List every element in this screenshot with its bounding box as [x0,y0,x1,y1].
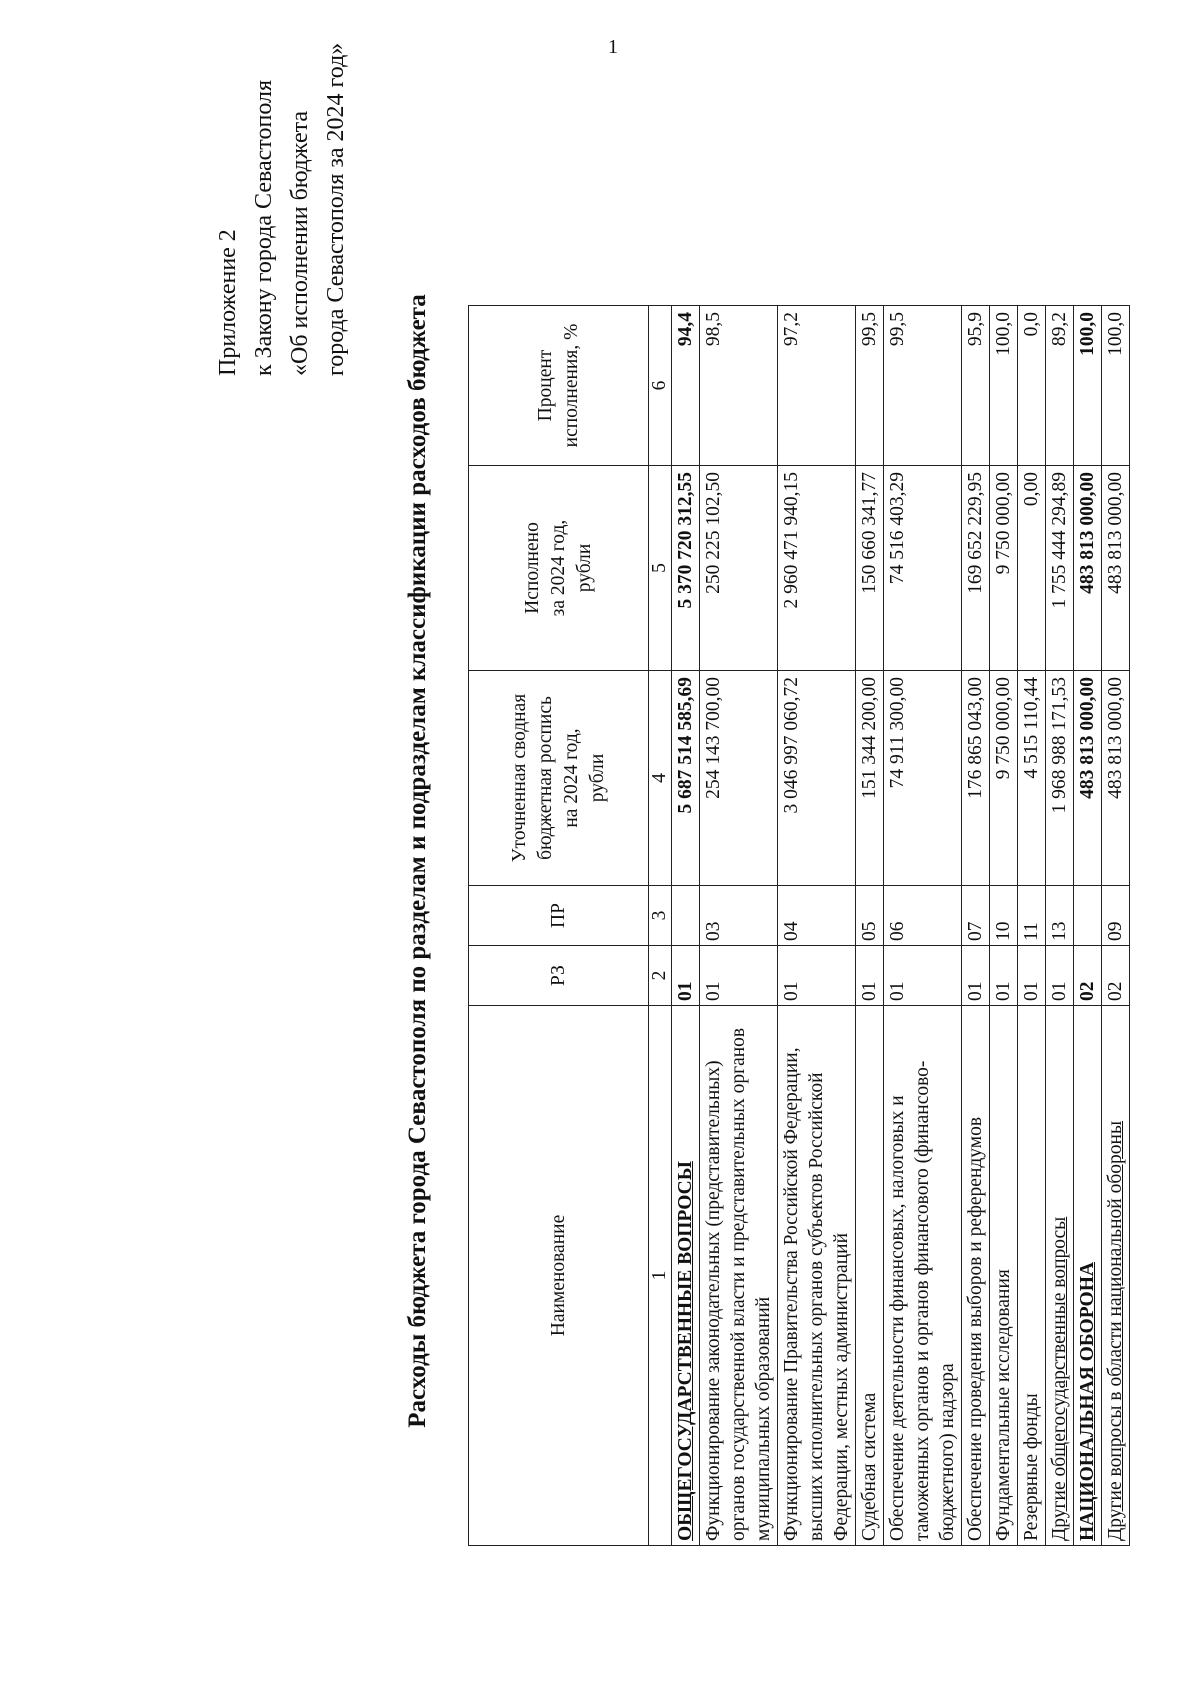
header-row [469,306,649,1546]
table-row [1046,306,1074,1546]
row-pr: 07 [962,886,990,946]
row-name: НАЦИОНАЛЬНАЯ ОБОРОНА [1074,1006,1102,1546]
table-row [884,306,962,1546]
col-index-cell: 5 [649,466,672,671]
table-row [672,306,700,1546]
row-pct: 94,4 [672,306,700,466]
row-pr: 13 [1046,886,1074,946]
row-name: Судебная система [856,1006,884,1546]
col-index-cell: 1 [649,1006,672,1546]
page-number: 1 [608,36,618,58]
appendix-line-1: Приложение 2 [215,229,241,376]
appendix-line-3: «Об исполнении бюджета [287,110,313,376]
table-row [1074,306,1102,1546]
row-name: Обеспечение деятельности финансовых, налоговых и таможенных органов и органов финансового (финансово-бюджетного) надзора [884,1006,962,1546]
row-pr: 04 [778,886,856,946]
header-plan [469,671,649,886]
row-pr: 11 [1018,886,1046,946]
row-pct: 98,5 [700,306,778,466]
col-index-cell: 2 [649,946,672,1006]
row-rz: 01 [856,946,884,1006]
row-name: Другие вопросы в области национальной обороны [1102,1006,1130,1546]
row-name: Фундаментальные исследования [990,1006,1018,1546]
row-exec: 483 813 000,00 [1074,466,1102,671]
row-exec: 5 370 720 312,55 [672,466,700,671]
row-name: Функционирование Правительства Российской Федерации, высших исполнительных органов субъектов Российской Федерации, местных администраций [778,1006,856,1546]
header-pct [469,306,649,466]
row-exec: 250 225 102,50 [700,466,778,671]
row-plan: 1 968 988 171,53 [1046,671,1074,886]
table-row [962,306,990,1546]
row-exec: 169 652 229,95 [962,466,990,671]
row-exec: 74 516 403,29 [884,466,962,671]
header-plan-line-4: рубли [586,753,608,803]
row-pct: 99,5 [856,306,884,466]
table-row [778,306,856,1546]
row-exec: 9 750 000,00 [990,466,1018,671]
row-pct: 95,9 [962,306,990,466]
row-plan: 74 911 300,00 [884,671,962,886]
row-exec: 150 660 341,77 [856,466,884,671]
row-pr: 05 [856,886,884,946]
table-row [1018,306,1046,1546]
header-name: Наименование [469,1006,649,1546]
header-exec [469,466,649,671]
row-pct: 100,0 [990,306,1018,466]
table-row [700,306,778,1546]
document-title: Расходы бюджета города Севастополя по разделам и подразделам классификации расходов бюджета [404,294,431,1428]
row-pct: 100,0 [1102,306,1130,466]
row-name: Функционирование законодательных (представительных) органов государственной власти и представительных органов муниципальных образований [700,1006,778,1546]
row-rz: 02 [1102,946,1130,1006]
row-exec: 2 960 471 940,15 [778,466,856,671]
header-exec-line-3: рубли [573,543,595,593]
row-pr: 06 [884,886,962,946]
row-pct: 100,0 [1074,306,1102,466]
row-rz: 02 [1074,946,1102,1006]
header-rz: РЗ [469,946,649,1006]
row-pct: 97,2 [778,306,856,466]
header-plan-line-3: на 2024 год, [560,728,582,828]
table-row [1102,306,1130,1546]
row-pr [672,886,700,946]
header-plan-line-2: бюджетная роспись [534,696,556,860]
column-index-row [649,306,672,1546]
row-pr: 03 [700,886,778,946]
table-row [990,306,1018,1546]
col-index-cell: 3 [649,886,672,946]
row-pr [1074,886,1102,946]
row-plan: 9 750 000,00 [990,671,1018,886]
row-rz: 01 [884,946,962,1006]
row-exec: 483 813 000,00 [1102,466,1130,671]
header-pct-line-2: исполнения, % [560,323,582,448]
row-plan: 4 515 110,44 [1018,671,1046,886]
row-rz: 01 [700,946,778,1006]
row-exec: 1 755 444 294,89 [1046,466,1074,671]
header-pr: ПР [469,886,649,946]
header-exec-line-2: за 2024 год, [547,519,569,617]
row-pr: 09 [1102,886,1130,946]
expenses-table [468,305,1130,1546]
row-pct: 99,5 [884,306,962,466]
col-index-cell: 4 [649,671,672,886]
col-index-cell: 6 [649,306,672,466]
row-rz: 01 [1046,946,1074,1006]
row-plan: 176 865 043,00 [962,671,990,886]
row-plan: 5 687 514 585,69 [672,671,700,886]
appendix-line-4: города Севастополя за 2024 год» [323,42,349,376]
header-exec-line-1: Исполнено [521,522,543,614]
header-plan-line-1: Уточненная сводная [508,693,530,863]
row-pct: 89,2 [1046,306,1074,466]
table-row [856,306,884,1546]
row-rz: 01 [962,946,990,1006]
row-pr: 10 [990,886,1018,946]
row-plan: 483 813 000,00 [1102,671,1130,886]
row-name: Обеспечение проведения выборов и референдумов [962,1006,990,1546]
appendix-line-2: к Закону города Севастополя [251,79,277,376]
row-plan: 483 813 000,00 [1074,671,1102,886]
row-rz: 01 [1018,946,1046,1006]
row-plan: 254 143 700,00 [700,671,778,886]
row-plan: 3 046 997 060,72 [778,671,856,886]
row-pct: 0,0 [1018,306,1046,466]
row-rz: 01 [990,946,1018,1006]
header-pct-line-1: Процент [534,349,556,422]
row-name: ОБЩЕГОСУДАРСТВЕННЫЕ ВОПРОСЫ [672,1006,700,1546]
row-exec: 0,00 [1018,466,1046,671]
row-rz: 01 [672,946,700,1006]
row-name: Резервные фонды [1018,1006,1046,1546]
row-rz: 01 [778,946,856,1006]
row-plan: 151 344 200,00 [856,671,884,886]
appendix-header [210,16,354,376]
row-name: Другие общегосударственные вопросы [1046,1006,1074,1546]
